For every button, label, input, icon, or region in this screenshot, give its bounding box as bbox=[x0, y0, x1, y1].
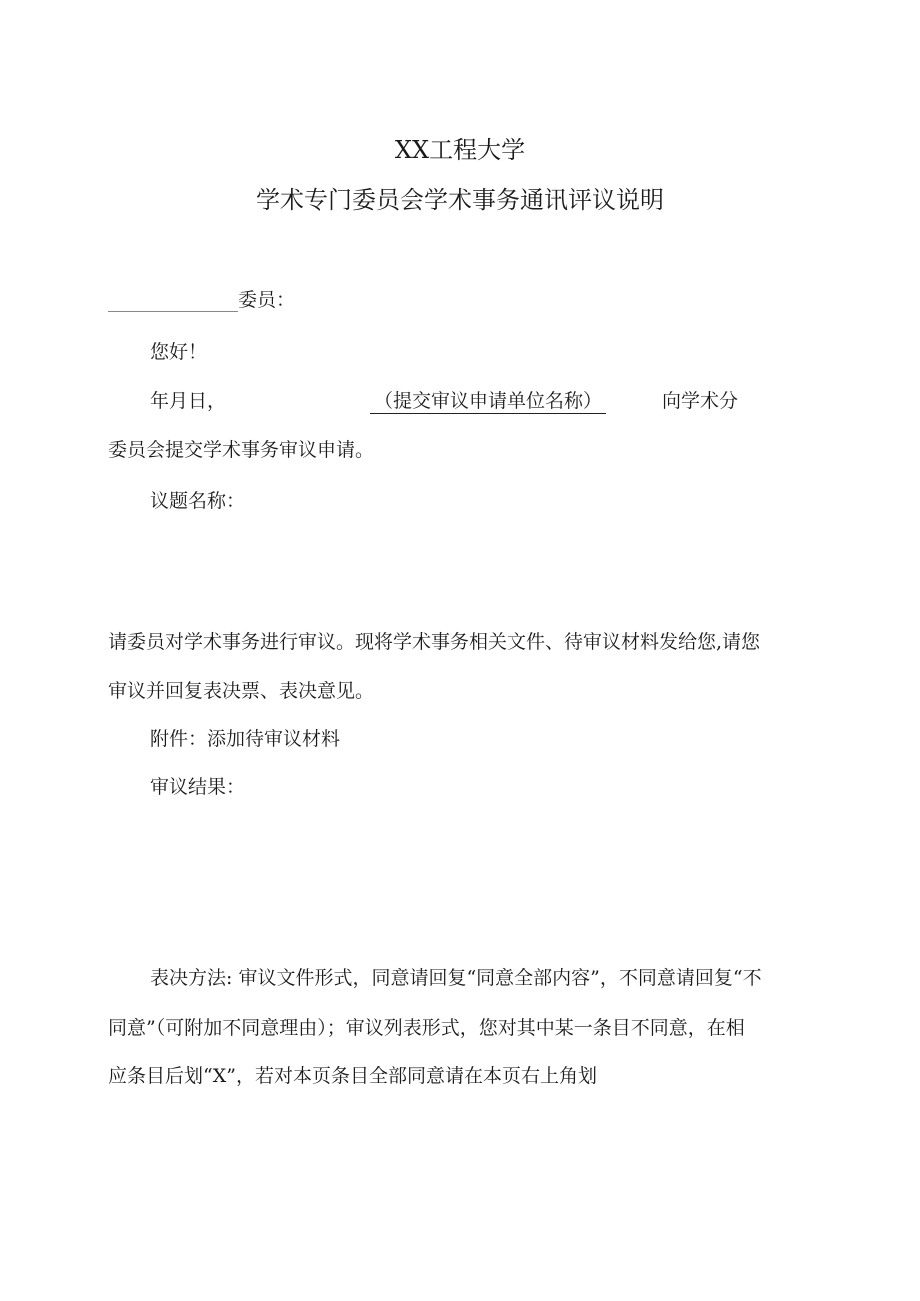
date-line-suffix: 向学术分 bbox=[662, 390, 739, 412]
document-title: 学术专门委员会学术事务通讯评议说明 bbox=[256, 186, 664, 214]
voting-method-line-1: 表决方法: 审议文件形式，同意请回复“同意全部内容”，不同意请回复“不 bbox=[150, 967, 762, 989]
date-line-prefix: 年月日， bbox=[150, 390, 227, 412]
greeting: 您好！ bbox=[150, 341, 208, 363]
date-line-continuation: 委员会提交学术事务审议申请。 bbox=[108, 439, 375, 461]
voting-method-line-2: 同意”（可附加不同意理由）；审议列表形式，您对其中某一条目不同意，在相 bbox=[108, 1017, 745, 1039]
applicant-name-placeholder: （提交审议申请单位名称） bbox=[370, 390, 606, 414]
addressee-line bbox=[108, 288, 295, 312]
request-line-1: 请委员对学术事务进行审议。现将学术事务相关文件、待审议材料发给您,请您 bbox=[108, 631, 761, 653]
result-label: 审议结果： bbox=[150, 776, 246, 798]
topic-label: 议题名称： bbox=[150, 490, 246, 512]
attachment-line: 附件：添加待审议材料 bbox=[150, 728, 341, 750]
addressee-suffix: 委员： bbox=[238, 289, 296, 311]
university-name: XX工程大学 bbox=[394, 136, 526, 164]
request-line-2: 审议并回复表决票、表决意见。 bbox=[108, 680, 375, 702]
addressee-name-blank[interactable] bbox=[108, 291, 238, 312]
voting-method-line-3: 应条目后划“X”，若对本页条目全部同意请在本页右上角划 bbox=[108, 1065, 597, 1087]
applicant-name-field[interactable] bbox=[370, 389, 606, 413]
